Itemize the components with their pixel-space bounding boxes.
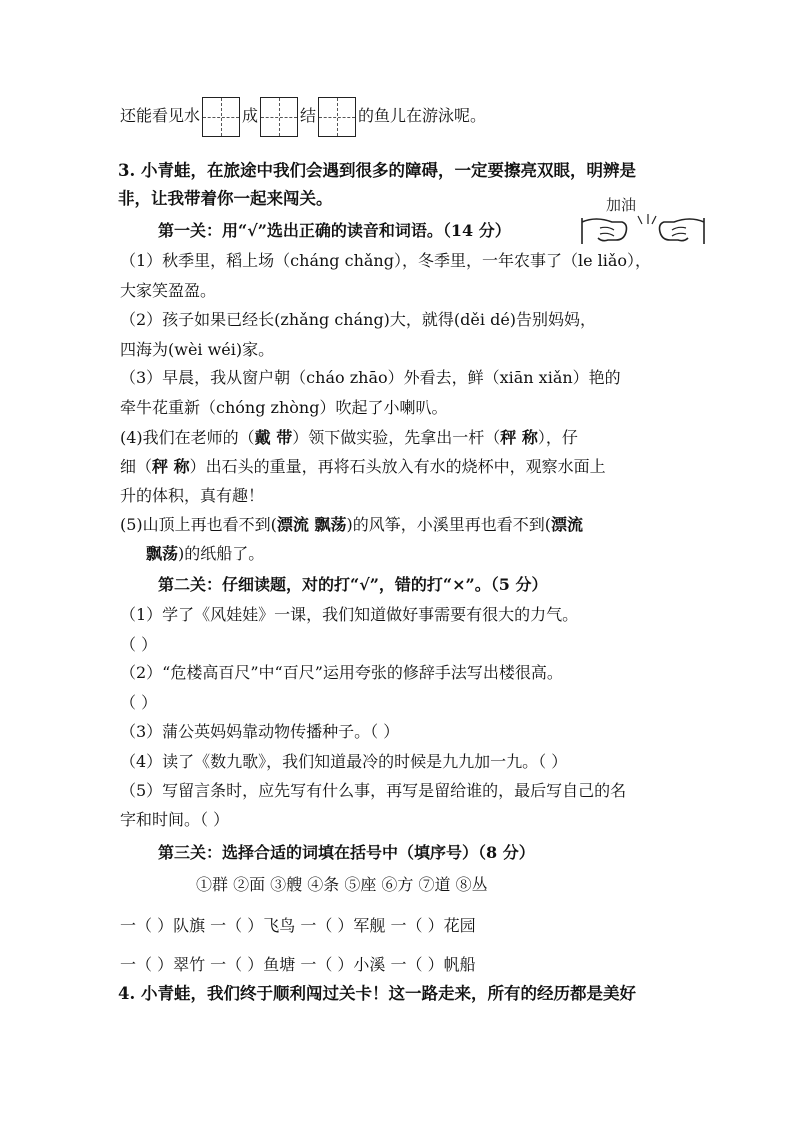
intro-text-1: 还能看见水: [120, 106, 201, 125]
intro-text-3: 结: [300, 106, 317, 125]
level1-q5b: [146, 543, 264, 565]
q5a-text-1: (5)山顶上再也看不到(: [120, 515, 277, 534]
answer-box-1[interactable]: [202, 97, 240, 137]
q5b-text-2: )的纸船了。: [178, 544, 265, 563]
level1-q1b: 大家笑盈盈。: [120, 281, 217, 300]
intro-text-4: 的鱼儿在游泳呢。: [358, 106, 487, 125]
level1-q2b: 四海为(wèi wéi)家。: [120, 340, 275, 359]
section3-title-b: 非，让我带着你一起来闯关。: [118, 189, 333, 208]
q4b-choice-1[interactable]: 秤 称: [152, 457, 190, 476]
answer-box-2[interactable]: [260, 97, 298, 137]
level2-q1b[interactable]: （ ）: [120, 635, 158, 654]
section4-title: 4. 小青蛙，我们终于顺利闯过关卡！这一路走来，所有的经历都是美好: [118, 984, 636, 1003]
level2-q1a: （1）学了《风娃娃》一课，我们知道做好事需要有很大的力气。: [120, 605, 579, 624]
q4a-choice-1[interactable]: 戴 带: [254, 428, 293, 447]
level3-row2[interactable]: 一（ ）翠竹 一（ ）鱼塘 一（ ）小溪 一（ ）帆船: [120, 955, 476, 974]
level2-q2b[interactable]: （ ）: [120, 693, 158, 712]
level1-title: 第一关：用“√”选出正确的读音和词语。（14 分）: [158, 221, 511, 240]
q4a-text-1: (4)我们在老师的（: [120, 428, 255, 447]
q5b-choice-1[interactable]: 飘荡: [146, 544, 179, 563]
level2-q2a: （2）“危楼高百尺”中“百尺”运用夸张的修辞手法写出楼很高。: [120, 663, 563, 682]
level2-q3: （3）蒲公英妈妈靠动物传播种子。（ ）: [120, 722, 400, 741]
q5a-choice-1[interactable]: 漂流 飘荡: [276, 515, 347, 534]
q4a-text-3: ），仔: [537, 428, 578, 447]
level3-row1[interactable]: 一（ ）队旗 一（ ）飞鸟 一（ ）军舰 一（ ）花园: [120, 916, 476, 935]
cheer-text: 加油: [606, 196, 637, 214]
answer-box-3[interactable]: [318, 97, 356, 137]
q4b-text-1: 细（: [120, 457, 153, 476]
level2-q5b: 字和时间。（ ）: [120, 810, 230, 829]
level3-options: ①群 ②面 ③艘 ④条 ⑤座 ⑥方 ⑦道 ⑧丛: [196, 875, 488, 894]
level1-q2a: （2）孩子如果已经长(zhǎng cháng)大，就得(děi dé)告别妈妈，: [120, 310, 597, 329]
level2-title: 第二关：仔细读题，对的打“√”，错的打“×”。（5 分）: [158, 575, 548, 594]
level1-q3a: （3）早晨，我从窗户朝（cháo zhāo）外看去，鲜（xiān xiǎn）艳的: [120, 368, 621, 387]
level1-q3b: 牵牛花重新（chóng zhòng）吹起了小喇叭。: [120, 398, 448, 417]
level3-title: 第三关：选择合适的词填在括号中（填序号）（8 分）: [158, 843, 535, 862]
q5a-text-2: )的风筝，小溪里再也看不到(: [346, 515, 551, 534]
level1-q4b: [120, 456, 606, 478]
q4a-choice-2[interactable]: 秤 称: [500, 428, 538, 447]
q5a-choice-2[interactable]: 漂流: [551, 515, 584, 534]
level1-q4a: [120, 427, 578, 449]
q4a-text-2: ）领下做实验，先拿出一杆（: [292, 428, 501, 447]
q4b-text-2: ）出石头的重量，再将石头放入有水的烧杯中，观察水面上: [189, 457, 606, 476]
cheer-fists-icon: [578, 188, 708, 246]
level2-q5a: （5）写留言条时，应先写有什么事，再写是留给谁的，最后写自己的名: [120, 781, 627, 800]
level1-q5a: [120, 514, 583, 536]
section3-title-a: 3. 小青蛙，在旅途中我们会遇到很多的障碍，一定要擦亮双眼，明辨是: [118, 161, 636, 180]
intro-line: [120, 95, 486, 137]
level2-q4: （4）读了《数九歌》，我们知道最冷的时候是九九加一九。（ ）: [120, 752, 568, 771]
level1-q4c: 升的体积，真有趣！: [120, 486, 265, 505]
intro-text-2: 成: [242, 106, 259, 125]
level1-q1a: （1）秋季里，稻上场（cháng chǎng），冬季里，一年农事了（le liǎo），: [120, 251, 652, 270]
